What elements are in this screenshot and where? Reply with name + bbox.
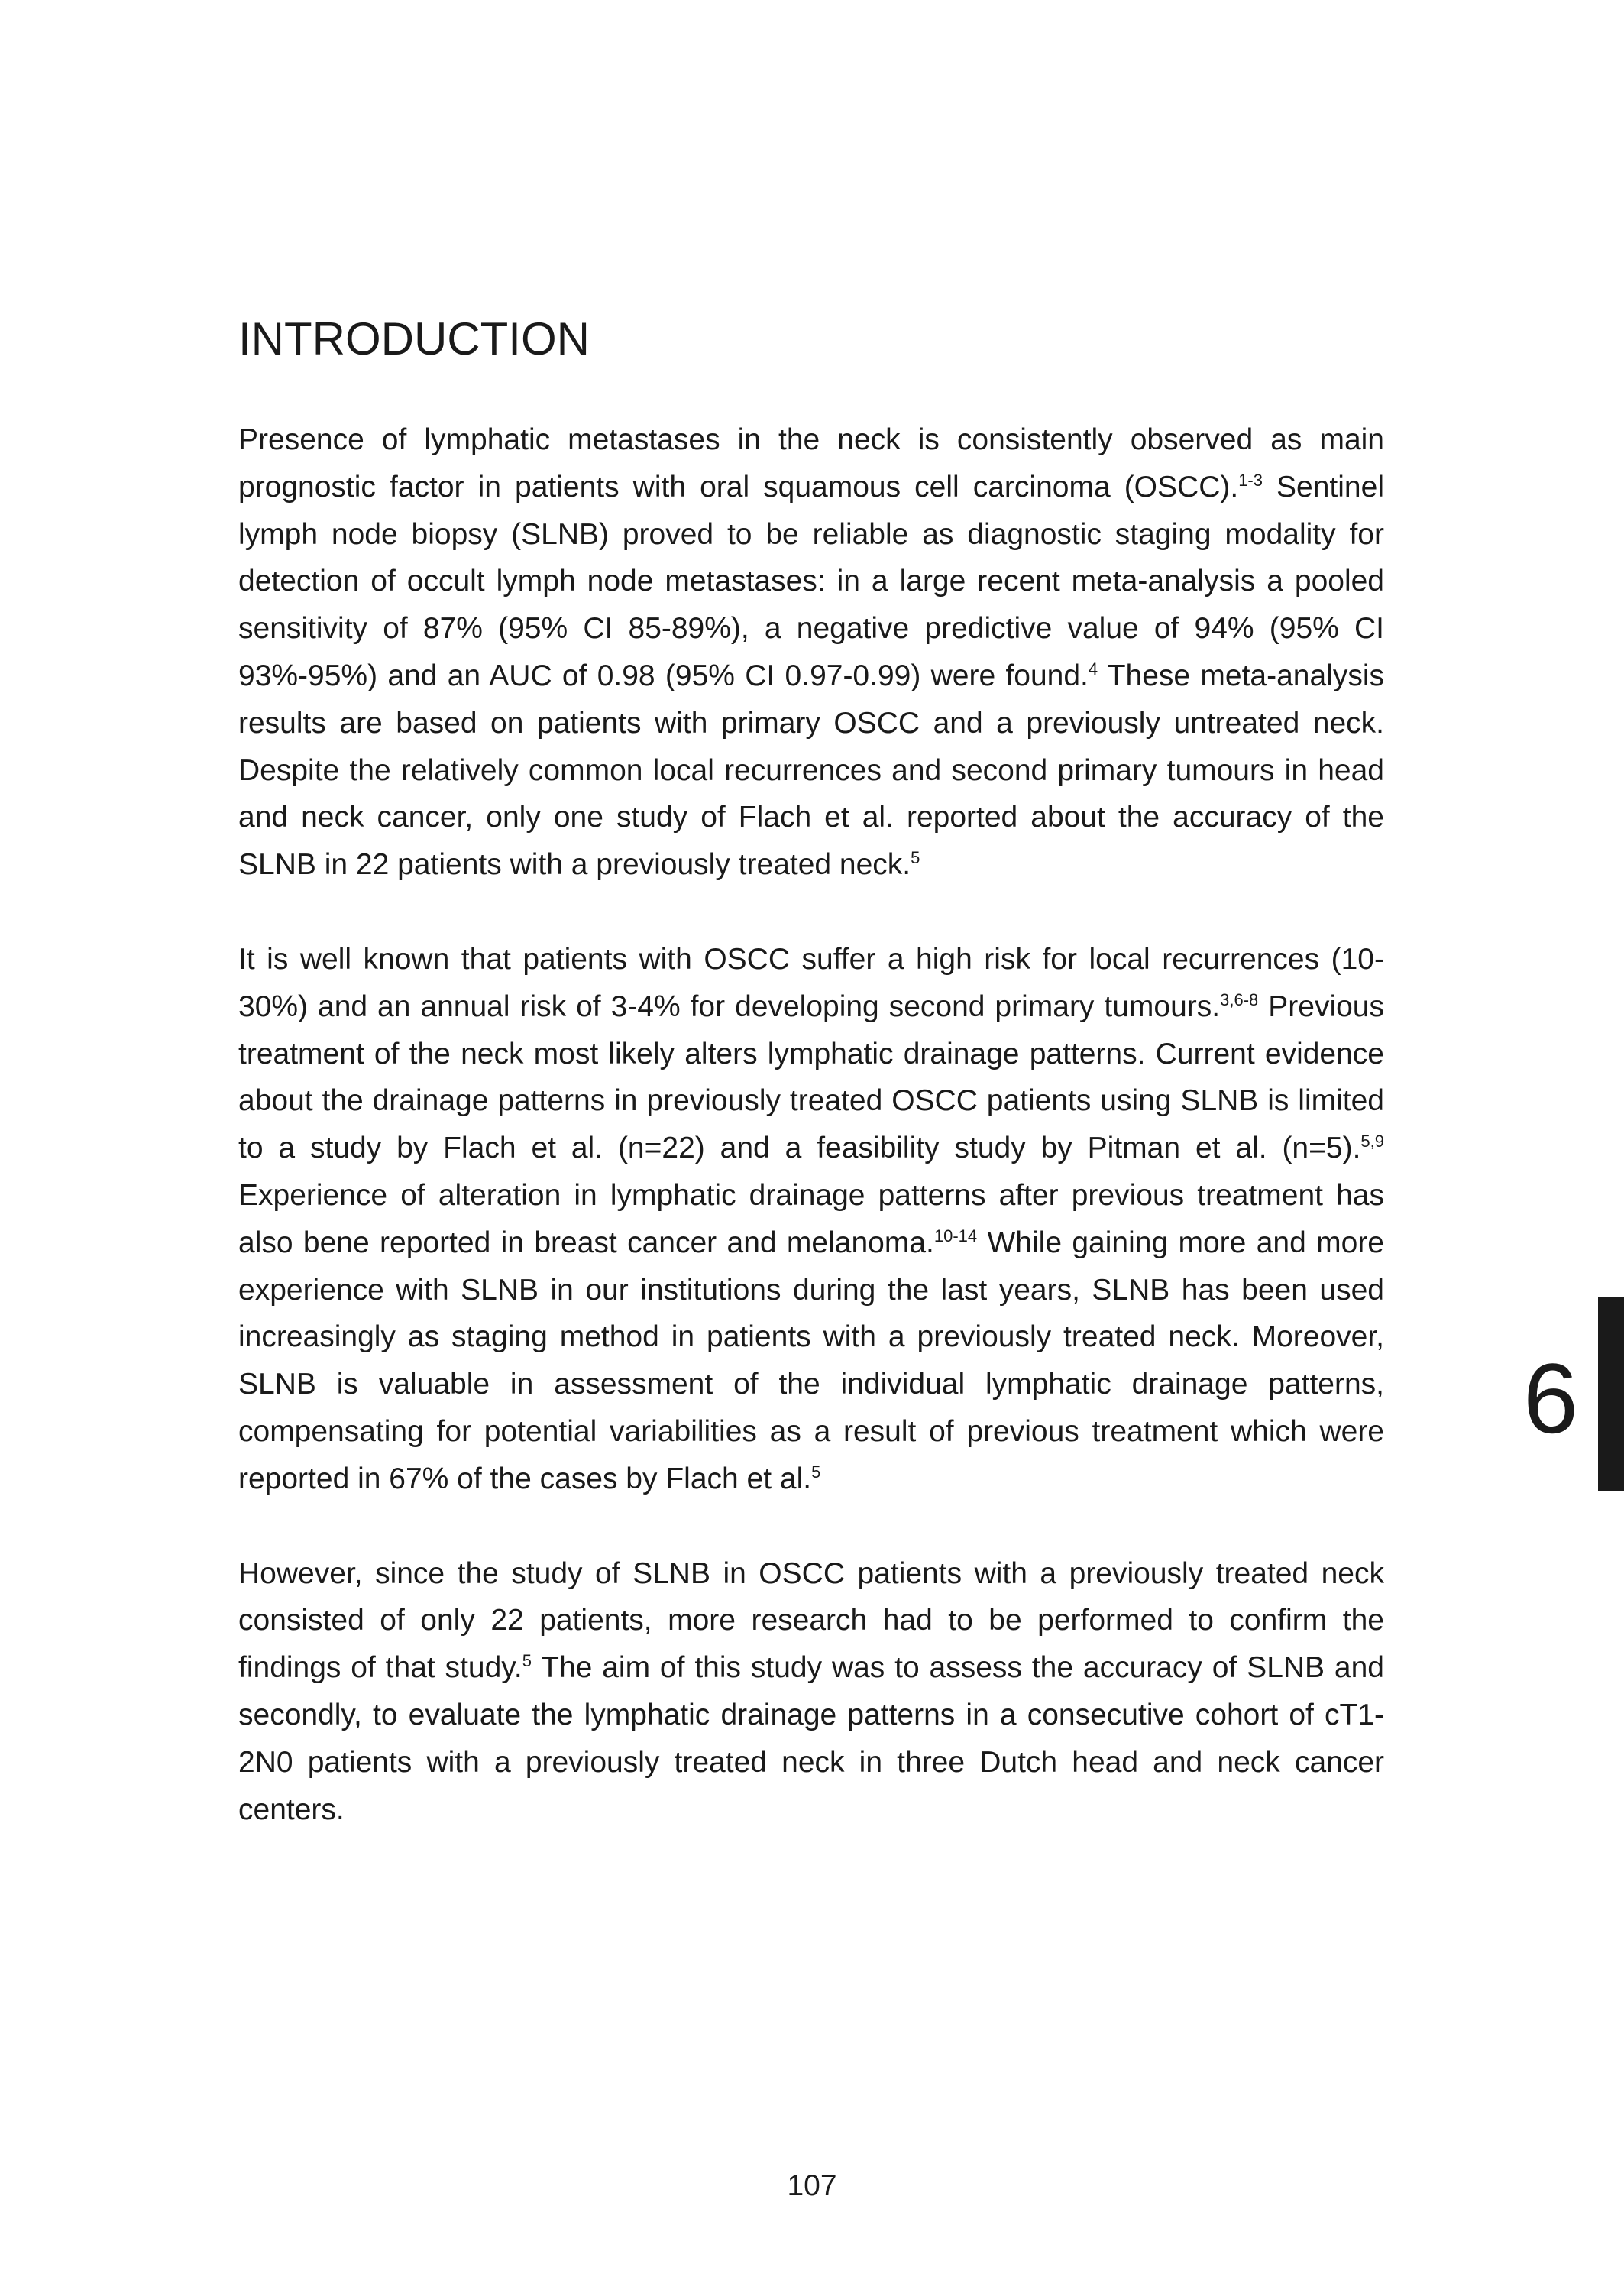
citation-superscript: 4 [1088, 659, 1098, 679]
paragraph-text: Experience of alteration in lymphatic drainage patterns after previous treatment has also bene reported in breast cancer and melanoma. [238, 1178, 1384, 1259]
paragraph [238, 416, 1384, 889]
paragraph [238, 936, 1384, 1503]
citation-superscript: 5 [811, 1462, 821, 1482]
paragraph-text: While gaining more and more experience with SLNB in our institutions during the last years, SLNB has been used increasingly as staging method in patients with a previously treated neck. Moreover, SLNB is valuable in assessment of the individual lymphatic drainage patterns, compensating for potential variabilities as a result of previous treatment which were reported in 67% of the cases by Flach et al. [238, 1226, 1384, 1495]
body-text [238, 416, 1384, 1880]
paragraph-text: Previous treatment of the neck most likely alters lymphatic drainage patterns. Current evidence about the drainage patterns in previously treated OSCC patients using SLNB is limited to a study by Flach et al. (n=22) and a feasibility study by Pitman et al. (n=5). [238, 989, 1384, 1165]
citation-superscript: 5 [522, 1651, 532, 1671]
chapter-tab-bar [1598, 1297, 1624, 1491]
chapter-number: 6 [1522, 1342, 1579, 1454]
citation-superscript: 3,6-8 [1220, 989, 1259, 1009]
paragraph-text: These meta-analysis results are based on patients with primary OSCC and a previously untreated neck. Despite the relatively common local recurrences and second primary tumours in head and neck cancer, only one study of Flach et al. reported about the accuracy of the SLNB in 22 patients with a previously treated neck. [238, 659, 1385, 882]
paragraph-text: The aim of this study was to assess the accuracy of SLNB and secondly, to evaluate the lymphatic drainage patterns in a consecutive cohort of cT1-2N0 patients with a previously treated neck in three Dutch head and neck cancer centers. [238, 1651, 1384, 1826]
paragraph-text: Presence of lymphatic metastases in the neck is consistently observed as main prognostic factor in patients with oral squamous cell carcinoma (OSCC). [238, 423, 1384, 504]
paragraph [238, 1550, 1384, 1834]
citation-superscript: 10-14 [933, 1226, 978, 1245]
citation-superscript: 1-3 [1238, 470, 1263, 490]
page-number: 107 [787, 2169, 837, 2202]
paragraph-text: Sentinel lymph node biopsy (SLNB) proved to be reliable as diagnostic staging modality for detection of occult lymph node metastases: in a large recent meta-analysis a pooled sensitivity of 87% (95% CI 85-89%), a negative predictive value of 94% (95% CI 93%-95%) and an AUC of 0.98 (95% CI 0.97-0.99) were found. [238, 470, 1384, 692]
paragraph-text: It is well known that patients with OSCC suffer a high risk for local recurrences (10-30%) and an annual risk of 3-4% for developing second primary tumours. [238, 942, 1384, 1023]
citation-superscript: 5 [911, 848, 920, 868]
section-heading: INTRODUCTION [238, 313, 590, 364]
citation-superscript: 5,9 [1360, 1132, 1384, 1151]
paragraph-text: However, since the study of SLNB in OSCC patients with a previously treated neck consisted of only 22 patients, more research had to be performed to confirm the findings of that study. [238, 1556, 1384, 1685]
